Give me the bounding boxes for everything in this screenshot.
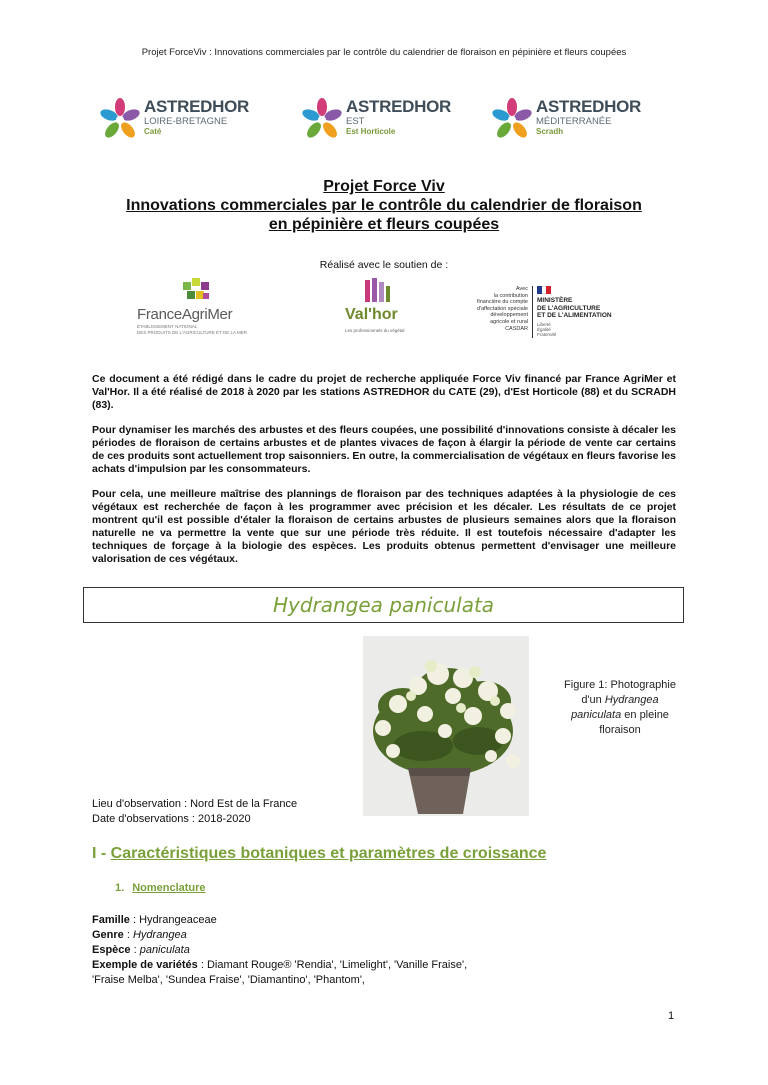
franceagrimer-name: FranceAgriMer: [137, 306, 233, 323]
famille-row: Famille : Hydrangeaceae: [92, 914, 217, 926]
section-heading: I - Caractéristiques botaniques et paramètres de croissance: [92, 845, 547, 862]
plant-title-box: [83, 587, 684, 623]
nomenclature-list: [92, 913, 652, 988]
support-label: Réalisé avec le soutien de :: [319, 259, 449, 271]
franceagrimer-subtitle: ÉTABLISSEMENT NATIONAL DES PRODUITS DE L'AGRICULTURE ET DE LA MER: [137, 324, 247, 335]
intro-paragraph: Pour dynamiser les marchés des arbustes et des fleurs coupées, une possibilité d'innovations consiste à décaler les périodes de floraison de certains arbustes et de plantes vivaces de façon à élargir la période de vente car certains de ces produits sont actuellement trop saisonniers. En outre, la commercialisation de végétaux en fleurs favorise les achats d'impulsion par les consommateurs.: [92, 424, 676, 475]
document-title: [0, 177, 768, 234]
astredhor-station: Est Horticole: [346, 126, 396, 136]
franceagrimer-mark-icon: [183, 278, 211, 304]
title-line-3: en pépinière et fleurs coupées: [268, 216, 500, 233]
french-flag-icon: [537, 286, 551, 294]
hydrangea-image: [363, 636, 529, 816]
varietes-row-2: 'Fraise Melba', 'Sundea Fraise', 'Diamantino', 'Phantom',: [92, 974, 365, 986]
republic-motto: Liberté Égalité Fraternité: [537, 322, 557, 337]
title-line-2: Innovations commerciales par le contrôle du calendrier de floraison: [126, 197, 642, 214]
valhor-name: Val'hor: [345, 306, 398, 323]
astredhor-station: Scradh: [536, 126, 564, 136]
intro-text: [92, 373, 676, 578]
partner-logos: [95, 98, 655, 158]
plant-title: Hydrangea paniculata: [272, 593, 495, 617]
ministere-logo: [460, 286, 630, 342]
espece-row: Espèce : paniculata: [92, 944, 190, 956]
astredhor-brand: ASTREDHOR: [144, 97, 249, 116]
astredhor-station: Caté: [144, 126, 162, 136]
observation-place: Lieu d'observation : Nord Est de la France: [92, 798, 298, 810]
astredhor-region: EST: [346, 116, 365, 127]
genre-row: Genre : Hydrangea: [92, 929, 187, 941]
intro-paragraph: Ce document a été rédigé dans le cadre du projet de recherche appliquée Force Viv financé par France AgriMer et Val'Hor. Il a été réalisé de 2018 à 2020 par les stations ASTREDHOR du CATE (29), d'Est Horticole (88) et du SCRADH (83).: [92, 373, 676, 411]
astredhor-brand: ASTREDHOR: [346, 97, 451, 116]
astredhor-region: LOIRE-BRETAGNE: [144, 116, 228, 127]
casdar-text: Avec la contribution financière du compte d'affectation spéciale développement agricole et rural CASDAR: [476, 286, 528, 332]
page-number: 1: [668, 1010, 675, 1022]
astredhor-flower-icon: [492, 98, 532, 142]
astredhor-flower-icon: [302, 98, 342, 142]
running-header: Projet ForceViv : Innovations commerciales par le contrôle du calendrier de floraison en pépinière et fleurs coupées: [141, 47, 627, 58]
observation-info: [92, 797, 297, 827]
intro-paragraph: Pour cela, une meilleure maîtrise des plannings de floraison par des techniques adaptées à la physiologie de ces végétaux est recherchée de façon à les programmer avec précision et les décaler. Les résultats de ce projet montrent qu'il est possible d'étaler la floraison de certains arbustes de plusieurs semaines alors que la floraison naturelle ne va permettre la vente que sur une période très réduite. Il est toutefois nécessaire d'adapter les techniques de forçage à la biologie des espèces. Les produits obtenus permettent d'envisager une meilleure valorisation de ces végétaux.: [92, 488, 676, 565]
astredhor-brand: ASTREDHOR: [536, 97, 641, 116]
astredhor-flower-icon: [100, 98, 140, 142]
varietes-row: Exemple de variétés : Diamant Rouge® 'Rendia', 'Limelight', 'Vanille Fraise',: [92, 959, 468, 971]
sponsor-logos: [135, 278, 635, 342]
valhor-subtitle: Les professionnels du végétal: [345, 328, 405, 333]
astredhor-logo-loire-bretagne: [100, 98, 249, 142]
astredhor-logo-mediterranee: [492, 98, 641, 142]
observation-dates: Date d'observations : 2018-2020: [92, 813, 251, 825]
astredhor-logo-est: [302, 98, 451, 142]
astredhor-region: MÉDITERRANÉE: [536, 116, 612, 127]
figure-caption: Figure 1: Photographie d'un Hydrangea paniculata en pleine floraison: [564, 679, 676, 736]
title-line-1: Projet Force Viv: [323, 178, 445, 195]
subsection-heading: 1. Nomenclature: [115, 882, 206, 894]
divider: [532, 286, 533, 338]
ministere-name: MINISTÈRE DE L'AGRICULTURE ET DE L'ALIMENTATION: [537, 297, 612, 319]
valhor-mark-icon: [363, 278, 391, 304]
hydrangea-photo: [363, 636, 529, 816]
